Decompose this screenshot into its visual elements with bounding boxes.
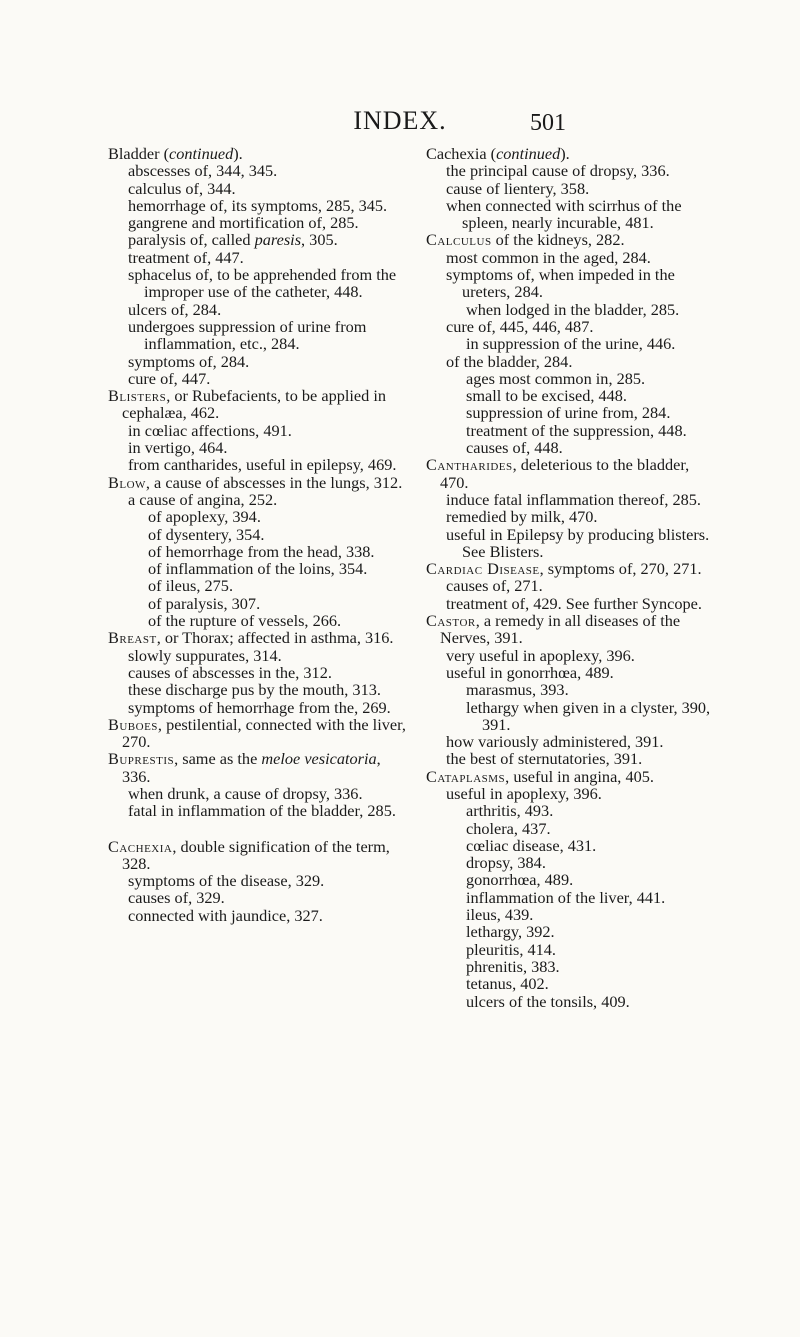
entry-text: connected with jaundice, 327. — [128, 905, 323, 925]
entry-text: Buboes — [108, 714, 158, 734]
entry-text: lethargy, 392. — [466, 922, 555, 942]
index-subentry — [426, 681, 716, 698]
index-subentry — [426, 595, 716, 612]
entry-text: , same as the — [174, 749, 262, 769]
entry-text: sphacelus of, to be apprehended from the improper use of the catheter, 448. — [128, 265, 397, 302]
index-subentry — [426, 647, 716, 664]
index-subentry — [108, 681, 408, 698]
entry-text: phrenitis, 383. — [466, 956, 560, 976]
index-subentry — [108, 699, 408, 716]
index-subentry — [426, 180, 716, 197]
index-subentry — [108, 231, 408, 248]
index-subentry — [426, 750, 716, 767]
index-subentry — [426, 889, 716, 906]
index-subentry — [426, 993, 716, 1010]
entry-text: dropsy, 384. — [466, 853, 546, 873]
entry-text: cure of, 447. — [128, 368, 211, 388]
index-subentry — [108, 456, 408, 473]
entry-text: how variously administered, 391. — [446, 732, 664, 752]
entry-text: slowly suppurates, 314. — [128, 645, 282, 665]
entry-text: Blow — [108, 472, 146, 492]
entry-text: ). — [233, 144, 243, 163]
entry-text: continued — [496, 144, 561, 163]
index-subentry — [108, 577, 408, 594]
index-subentry — [426, 733, 716, 750]
entry-text: , pestilential, connected with the liver, 270. — [122, 714, 406, 752]
entry-text: cœliac disease, 431. — [466, 835, 597, 855]
entry-text: , deleterious to the bladder, 470. — [440, 455, 690, 492]
entry-text: , a cause of abscesses in the lungs, 312. — [145, 472, 403, 492]
index-subentry — [108, 595, 408, 612]
entry-text: paresis — [254, 230, 302, 250]
index-column-left — [108, 145, 408, 924]
index-subentry — [108, 422, 408, 439]
entry-text: Castor — [426, 611, 476, 631]
index-heading — [426, 145, 716, 162]
entry-text: symptoms of, when impeded in the ureters, 284. — [446, 265, 675, 302]
entry-text: hemorrhage of, its symptoms, 285, 345. — [128, 195, 388, 215]
entry-text: , 336. — [122, 749, 381, 786]
index-subentry — [108, 889, 408, 906]
index-subentry — [426, 923, 716, 940]
index-subentry — [108, 647, 408, 664]
index-subentry — [426, 318, 716, 335]
entry-text: meloe vesicatoria — [261, 749, 377, 769]
entry-text: of ileus, 275. — [148, 576, 234, 596]
entry-text: of inflammation of the loins, 354. — [148, 559, 368, 579]
entry-text: symptoms of the disease, 329. — [128, 871, 325, 891]
index-heading — [108, 838, 408, 873]
entry-spacer — [108, 820, 408, 838]
entry-text: arthritis, 493. — [466, 801, 554, 821]
index-subentry — [426, 439, 716, 456]
entry-text: very useful in apoplexy, 396. — [446, 645, 635, 665]
index-column-right — [426, 145, 716, 1010]
entry-text: of the kidneys, 282. — [491, 230, 625, 250]
entry-text: calculus of, 344. — [128, 178, 236, 198]
entry-text: of the rupture of vessels, 266. — [148, 611, 342, 631]
index-heading — [426, 612, 716, 647]
index-subentry — [426, 491, 716, 508]
entry-text: Blisters — [108, 386, 167, 406]
entry-text: ). — [560, 144, 570, 163]
entry-text: cure of, 445, 446, 487. — [446, 316, 594, 336]
index-subentry — [108, 249, 408, 266]
index-heading — [426, 231, 716, 248]
index-subentry — [108, 318, 408, 353]
entry-text: ileus, 439. — [466, 905, 534, 925]
index-subentry — [108, 214, 408, 231]
index-subentry — [426, 422, 716, 439]
entry-text: in suppression of the urine, 446. — [466, 334, 676, 354]
index-subentry — [426, 197, 716, 232]
index-subentry — [108, 664, 408, 681]
index-subentry — [108, 526, 408, 543]
index-subentry — [426, 162, 716, 179]
index-subentry — [108, 439, 408, 456]
entry-text: fatal in inflammation of the bladder, 285. — [128, 801, 396, 821]
index-subentry — [108, 370, 408, 387]
index-subentry — [108, 560, 408, 577]
index-subentry — [108, 162, 408, 179]
index-subentry — [426, 975, 716, 992]
index-subentry — [426, 387, 716, 404]
entry-text: the best of sternutatories, 391. — [446, 749, 643, 769]
entry-text: these discharge pus by the mouth, 313. — [128, 680, 381, 700]
entry-text: of the bladder, 284. — [446, 351, 573, 371]
index-heading — [108, 750, 408, 785]
index-subentry — [426, 854, 716, 871]
entry-text: symptoms of hemorrhage from the, 269. — [128, 697, 391, 717]
index-heading — [108, 145, 408, 162]
index-subentry — [426, 958, 716, 975]
entry-text: cholera, 437. — [466, 818, 551, 838]
entry-text: induce fatal inflammation thereof, 285. — [446, 489, 701, 509]
page-number: 501 — [530, 110, 566, 136]
page-header — [0, 96, 800, 136]
index-subentry — [108, 612, 408, 629]
entry-text: , symptoms of, 270, 271. — [539, 559, 702, 579]
entry-text: , or Thorax; affected in asthma, 316. — [156, 628, 394, 648]
entry-text: Cachexia — [108, 836, 173, 856]
entry-text: ages most common in, 285. — [466, 368, 646, 388]
index-subentry — [426, 577, 716, 594]
entry-text: suppression of urine from, 284. — [466, 403, 671, 423]
entry-text: symptoms of, 284. — [128, 351, 250, 371]
index-subentry — [426, 301, 716, 318]
entry-text: a cause of angina, 252. — [128, 489, 278, 509]
entry-text: treatment of, 429. See further Syncope. — [446, 593, 702, 613]
index-subentry — [426, 404, 716, 421]
entry-text: , a remedy in all diseases of the Nerves, 391. — [440, 611, 681, 648]
entry-text: causes of abscesses in the, 312. — [128, 662, 332, 682]
entry-text: when lodged in the bladder, 285. — [466, 299, 680, 319]
entry-text: of dysentery, 354. — [148, 524, 265, 544]
index-subentry — [426, 699, 716, 734]
index-subentry — [426, 508, 716, 525]
entry-text: in vertigo, 464. — [128, 438, 228, 458]
entry-text: the principal cause of dropsy, 336. — [446, 161, 670, 181]
index-subentry — [108, 197, 408, 214]
entry-text: causes of, 448. — [466, 438, 563, 458]
entry-text: tetanus, 402. — [466, 974, 549, 994]
index-subentry — [426, 266, 716, 301]
index-heading — [426, 456, 716, 491]
index-subentry — [426, 526, 716, 561]
index-heading — [108, 716, 408, 751]
index-subentry — [426, 941, 716, 958]
entry-text: of hemorrhage from the head, 338. — [148, 541, 375, 561]
index-heading — [426, 560, 716, 577]
index-subentry — [426, 906, 716, 923]
index-subentry — [108, 180, 408, 197]
entry-text: of paralysis, 307. — [148, 593, 261, 613]
entry-text: of apoplexy, 394. — [148, 507, 261, 527]
index-subentry — [108, 301, 408, 318]
index-subentry — [426, 871, 716, 888]
entry-text: ulcers of the tonsils, 409. — [466, 991, 630, 1011]
index-subentry — [108, 802, 408, 819]
entry-text: causes of, 329. — [128, 888, 225, 908]
entry-text: marasmus, 393. — [466, 680, 569, 700]
entry-text: Cataplasms — [426, 766, 506, 786]
index-subentry — [426, 249, 716, 266]
entry-text: , or Rubefacients, to be applied in cephalæa, 462. — [122, 386, 386, 423]
entry-text: small to be excised, 448. — [466, 386, 627, 406]
entry-text: gonorrhœa, 489. — [466, 870, 574, 890]
index-subentry — [108, 907, 408, 924]
index-subentry — [108, 508, 408, 525]
index-subentry — [426, 353, 716, 370]
index-subentry — [108, 266, 408, 301]
index-subentry — [108, 491, 408, 508]
entry-text: useful in Epilepsy by producing blisters. See Blisters. — [446, 524, 710, 561]
entry-text: cause of lientery, 358. — [446, 178, 590, 198]
entry-text: continued — [169, 144, 234, 163]
entry-text: Cachexia ( — [426, 144, 497, 163]
entry-text: useful in gonorrhœa, 489. — [446, 662, 614, 682]
entry-text: remedied by milk, 470. — [446, 507, 598, 527]
entry-text: Calculus — [426, 230, 492, 250]
entry-text: , useful in angina, 405. — [505, 766, 654, 786]
page-title: INDEX. — [353, 106, 447, 135]
entry-text: treatment of the suppression, 448. — [466, 420, 687, 440]
entry-text: paralysis of, called — [128, 230, 255, 250]
entry-text: Breast — [108, 628, 157, 648]
entry-text: causes of, 271. — [446, 576, 543, 596]
index-subentry — [426, 370, 716, 387]
index-subentry — [426, 820, 716, 837]
entry-text: , double signification of the term, 328. — [122, 836, 390, 873]
entry-text: Cantharides — [426, 455, 513, 475]
entry-text: Bladder ( — [108, 144, 170, 163]
entry-text: Buprestis — [108, 749, 175, 769]
index-heading — [108, 474, 408, 491]
entry-text: lethargy when given in a clyster, 390, 391. — [466, 697, 711, 734]
index-subentry — [426, 837, 716, 854]
entry-text: when drunk, a cause of dropsy, 336. — [128, 783, 363, 803]
entry-text: undergoes suppression of urine from inflammation, etc., 284. — [128, 316, 367, 354]
entry-text: gangrene and mortification of, 285. — [128, 213, 359, 233]
index-subentry — [426, 335, 716, 352]
entry-text: treatment of, 447. — [128, 247, 244, 267]
entry-text: from cantharides, useful in epilepsy, 469. — [128, 455, 397, 475]
index-heading — [108, 387, 408, 422]
entry-text: , 305. — [301, 230, 338, 250]
entry-text: inflammation of the liver, 441. — [466, 887, 666, 907]
index-subentry — [108, 543, 408, 560]
index-subentry — [108, 353, 408, 370]
index-subentry — [426, 664, 716, 681]
index-subentry — [426, 785, 716, 802]
entry-text: most common in the aged, 284. — [446, 247, 651, 267]
index-heading — [426, 768, 716, 785]
index-subentry — [426, 802, 716, 819]
entry-text: pleuritis, 414. — [466, 939, 556, 959]
index-subentry — [108, 872, 408, 889]
entry-text: ulcers of, 284. — [128, 299, 222, 319]
entry-text: useful in apoplexy, 396. — [446, 783, 602, 803]
index-subentry — [108, 785, 408, 802]
index-heading — [108, 629, 408, 646]
entry-text: when connected with scirrhus of the spleen, nearly incurable, 481. — [446, 195, 682, 233]
entry-text: abscesses of, 344, 345. — [128, 161, 278, 181]
entry-text: in cœliac affections, 491. — [128, 420, 292, 440]
entry-text: Cardiac Disease — [426, 559, 540, 579]
